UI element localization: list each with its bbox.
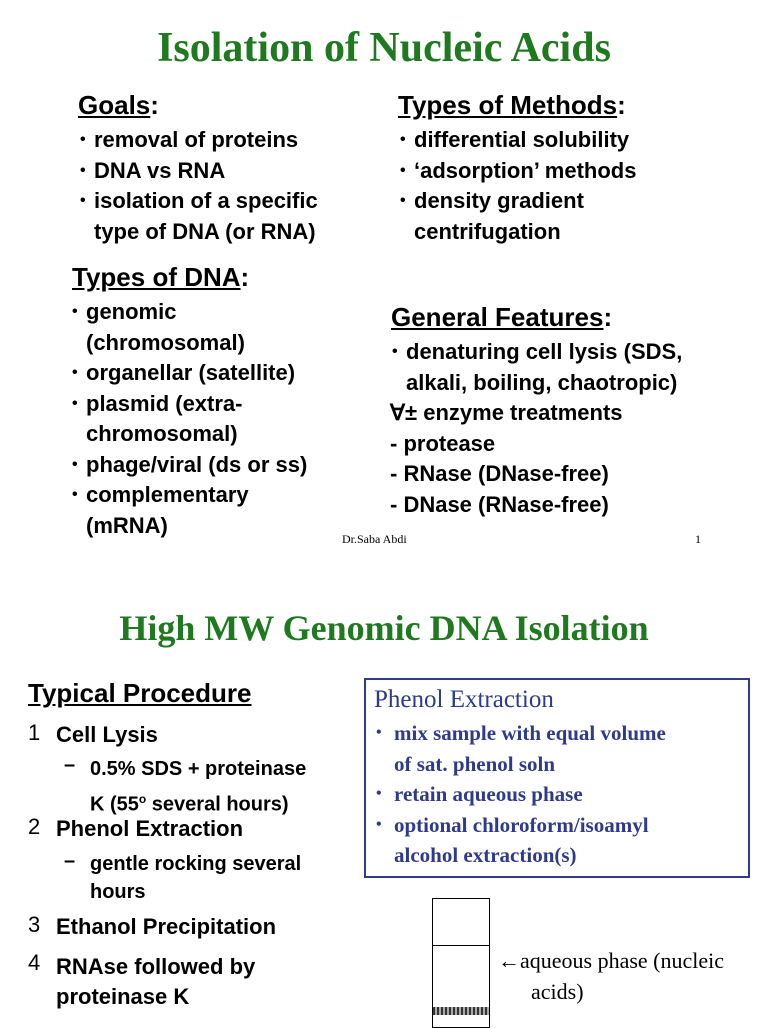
bullet-icon: • bbox=[80, 192, 86, 209]
box-title: Phenol Extraction bbox=[374, 686, 554, 713]
centrifuge-tube-diagram bbox=[432, 898, 490, 1028]
list-item: • plasmid (extra- bbox=[70, 389, 380, 420]
substep-line: K (55$^o$ several hours) bbox=[90, 792, 289, 816]
list-item-continuation: centrifugation bbox=[414, 218, 561, 244]
list-item: • mix sample with equal volume bbox=[366, 718, 748, 749]
list-item: • complementary bbox=[70, 480, 380, 511]
phase-boundary-line bbox=[433, 945, 489, 946]
procedure-step bbox=[28, 720, 358, 752]
bullet-icon: • bbox=[400, 131, 406, 148]
list-item: • organellar (satellite) bbox=[70, 358, 380, 389]
bullet-icon: • bbox=[400, 192, 406, 209]
slide1-title: Isolation of Nucleic Acids bbox=[157, 25, 611, 71]
bullet-icon: • bbox=[376, 785, 382, 802]
methods-heading: Types of Methods: bbox=[398, 90, 626, 120]
step-line: RNAse followed by bbox=[56, 954, 256, 979]
procedure-step bbox=[28, 814, 358, 848]
list-subitem: - RNase (DNase-free) bbox=[390, 461, 609, 486]
tube-label-aqueous: ←aqueous phase (nucleic bbox=[498, 948, 725, 973]
page-number: 1 bbox=[695, 532, 701, 546]
list-item-continuation: of sat. phenol soln bbox=[394, 751, 556, 776]
bullet-icon: • bbox=[80, 161, 86, 179]
list-item-continuation: (chromosomal) bbox=[86, 329, 245, 355]
substep-line: gentle rocking several bbox=[90, 853, 302, 875]
list-item: • removal of proteins bbox=[78, 125, 388, 156]
list-subitem: - DNase (RNase-free) bbox=[390, 491, 609, 517]
list-item: • phage/viral (ds or ss) bbox=[70, 450, 380, 481]
dash: – bbox=[64, 754, 76, 776]
bullet-icon: • bbox=[72, 364, 78, 381]
bullet-icon: • bbox=[80, 131, 86, 148]
step-number: 2 bbox=[28, 814, 41, 839]
list-item: • genomic bbox=[70, 297, 380, 328]
substep-line: 0.5% SDS + proteinase bbox=[90, 758, 307, 780]
dash: – bbox=[64, 850, 76, 872]
list-item-continuation: chromosomal) bbox=[86, 421, 238, 446]
list-item: • retain aqueous phase bbox=[366, 779, 748, 810]
bullet-icon: • bbox=[376, 724, 382, 741]
interface-layer bbox=[433, 1007, 489, 1015]
bullet-icon: • bbox=[392, 343, 398, 360]
list-subitem: - protease bbox=[390, 430, 496, 456]
list-item: • isolation of a specific bbox=[78, 186, 388, 217]
phenol-extraction-box bbox=[364, 678, 750, 878]
procedure-heading: Typical Procedure bbox=[28, 678, 252, 708]
step-number: 3 bbox=[28, 912, 41, 937]
substep-text bbox=[90, 754, 306, 820]
list-item: • optional chloroform/isoamyl bbox=[366, 810, 748, 841]
bullet-icon: • bbox=[72, 394, 78, 412]
step-label: Ethanol Precipitation bbox=[56, 914, 277, 939]
list-item: • differential solubility bbox=[398, 125, 738, 156]
dna-types-list bbox=[70, 297, 380, 541]
slide2-title: High MW Genomic DNA Isolation bbox=[119, 608, 649, 648]
bullet-icon: • bbox=[72, 486, 78, 503]
list-item: • density gradient bbox=[398, 186, 738, 217]
substep-text bbox=[90, 850, 301, 906]
tube-label-aqueous-cont: acids) bbox=[531, 979, 584, 1004]
step-number: 1 bbox=[28, 720, 41, 745]
footer-author: Dr.Saba Abdi bbox=[342, 532, 407, 546]
list-item: ∀± enzyme treatments bbox=[390, 400, 623, 425]
procedure-substep bbox=[28, 752, 358, 814]
features-heading: General Features: bbox=[391, 302, 613, 332]
methods-list bbox=[398, 125, 738, 247]
list-item-continuation: type of DNA (or RNA) bbox=[94, 218, 316, 244]
features-list bbox=[390, 337, 750, 520]
step-label: Cell Lysis bbox=[56, 722, 158, 747]
list-item: • denaturing cell lysis (SDS, bbox=[390, 337, 750, 368]
step-label bbox=[56, 952, 255, 1012]
list-item-continuation: alcohol extraction(s) bbox=[394, 843, 577, 867]
bullet-icon: • bbox=[72, 455, 78, 473]
procedure-step bbox=[28, 912, 358, 950]
list-item-continuation: alkali, boiling, chaotropic) bbox=[406, 369, 678, 395]
step-label: Phenol Extraction bbox=[56, 816, 244, 841]
bullet-icon: • bbox=[400, 161, 406, 179]
bullet-icon: • bbox=[72, 303, 78, 320]
goals-list bbox=[78, 125, 388, 247]
list-item-continuation: (mRNA) bbox=[86, 512, 168, 538]
procedure-list bbox=[28, 720, 358, 1010]
procedure-substep bbox=[28, 848, 358, 912]
bullet-icon: • bbox=[376, 815, 382, 833]
step-line: proteinase K bbox=[56, 984, 190, 1009]
goals-heading: Goals: bbox=[78, 90, 159, 120]
list-item: • DNA vs RNA bbox=[78, 156, 388, 187]
list-item: • ‘adsorption’ methods bbox=[398, 156, 738, 187]
step-number: 4 bbox=[28, 950, 41, 975]
procedure-step bbox=[28, 950, 358, 1010]
dna-types-heading: Types of DNA: bbox=[72, 262, 250, 292]
substep-line: hours bbox=[90, 881, 146, 903]
